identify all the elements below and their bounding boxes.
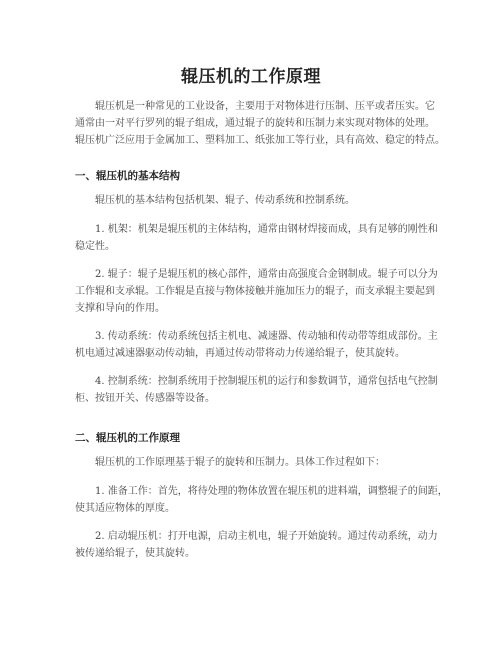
document-title: 辊压机的工作原理 xyxy=(181,67,321,87)
paragraph-line: 2. 辊子：辊子是辊压机的核心部件，通常由高强度合金钢制成。辊子可以分为 xyxy=(95,269,438,280)
paragraph-line: 支撑和导向的作用。 xyxy=(75,303,165,314)
list-item xyxy=(75,328,438,362)
paragraph-line: 柜、按钮开关、传感器等设备。 xyxy=(75,393,215,404)
paragraph-line: 辊压机是一种常见的工业设备，主要用于对物体进行压制、压平或者压实。它 xyxy=(95,101,435,112)
paragraph-line: 辊压机广泛应用于金属加工、塑料加工、纸张加工等行业，具有高效、稳定的特点。 xyxy=(75,135,445,146)
paragraph-line: 3. 传动系统：传动系统包括主机电、减速器、传动轴和传动带等组成部份。主 xyxy=(95,331,438,342)
list-item xyxy=(75,483,448,517)
paragraph-line: 机电通过减速器驱动传动轴，再通过传动带将动力传递给辊子，使其旋转。 xyxy=(75,348,405,359)
paragraph-line: 稳定性。 xyxy=(75,241,115,252)
list-item xyxy=(75,373,438,407)
paragraph-line: 1. 机架：机架是辊压机的主体结构，通常由钢材焊接而成，具有足够的刚性和 xyxy=(95,224,438,235)
section-heading: 一、辊压机的基本结构 xyxy=(75,170,180,182)
section-heading: 二、辊压机的工作原理 xyxy=(75,432,180,444)
section-intro xyxy=(75,192,435,209)
list-item xyxy=(75,528,438,562)
section-intro xyxy=(75,454,435,471)
list-item xyxy=(75,266,438,317)
paragraph-line: 工作辊和支承辊。工作辊是直接与物体接触并施加压力的辊子，而支承辊主要起到 xyxy=(75,286,435,297)
paragraph-line: 2. 启动辊压机：打开电源，启动主机电，辊子开始旋转。通过传动系统，动力 xyxy=(95,531,438,542)
paragraph-line: 辊压机的工作原理基于辊子的旋转和压制力。具体工作过程如下： xyxy=(95,457,385,468)
paragraph-line: 被传递给辊子，使其旋转。 xyxy=(75,548,195,559)
paragraph-line: 4. 控制系统：控制系统用于控制辊压机的运行和参数调节，通常包括电气控制 xyxy=(95,376,438,387)
list-item xyxy=(75,221,438,255)
paragraph-line: 使其适应物体的厚度。 xyxy=(75,503,175,514)
paragraph-line: 通常由一对平行罗列的辊子组成，通过辊子的旋转和压制力来实现对物体的处理。 xyxy=(75,118,435,129)
intro-paragraph xyxy=(75,98,445,149)
paragraph-line: 辊压机的基本结构包括机架、辊子、传动系统和控制系统。 xyxy=(95,195,355,206)
paragraph-line: 1. 准备工作：首先，将待处理的物体放置在辊压机的进料端，调整辊子的间距， xyxy=(95,486,448,497)
